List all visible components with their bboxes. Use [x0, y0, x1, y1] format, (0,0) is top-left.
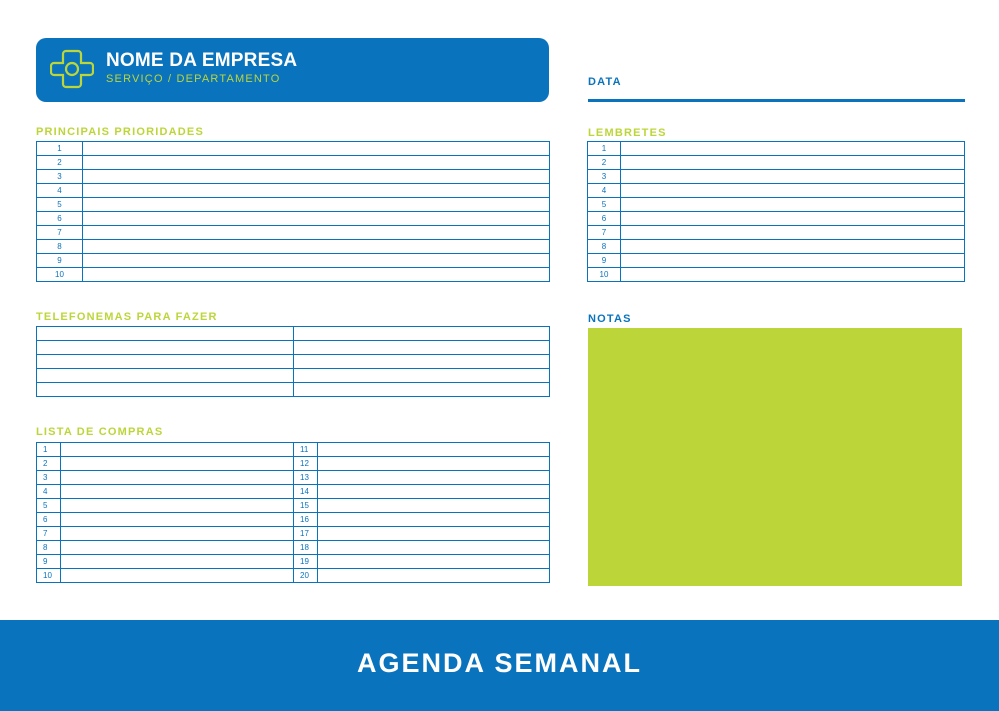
reminders-title: LEMBRETES	[588, 127, 667, 139]
table-row	[37, 226, 550, 240]
priority-entry-cell[interactable]	[83, 184, 550, 198]
table-row	[588, 170, 965, 184]
row-number: 3	[37, 471, 61, 485]
reminder-entry-cell[interactable]	[621, 212, 965, 226]
priority-entry-cell[interactable]	[83, 156, 550, 170]
table-row	[37, 327, 550, 341]
row-number: 16	[294, 513, 318, 527]
table-row	[37, 369, 550, 383]
reminder-entry-cell[interactable]	[621, 156, 965, 170]
table-row	[588, 198, 965, 212]
table-row	[37, 383, 550, 397]
priority-entry-cell[interactable]	[83, 240, 550, 254]
row-number: 2	[37, 156, 83, 170]
shopping-item-cell[interactable]	[318, 457, 550, 471]
row-number: 20	[294, 569, 318, 583]
table-row	[37, 471, 550, 485]
call-name-cell[interactable]	[37, 355, 294, 369]
shopping-item-cell[interactable]	[61, 541, 294, 555]
row-number: 4	[37, 184, 83, 198]
row-number: 10	[37, 268, 83, 282]
date-label: DATA	[588, 76, 622, 88]
row-number: 6	[588, 212, 621, 226]
call-name-cell[interactable]	[37, 327, 294, 341]
row-number: 2	[37, 457, 61, 471]
priority-entry-cell[interactable]	[83, 226, 550, 240]
table-row	[37, 212, 550, 226]
call-number-cell[interactable]	[294, 327, 550, 341]
call-name-cell[interactable]	[37, 341, 294, 355]
shopping-item-cell[interactable]	[318, 527, 550, 541]
shopping-item-cell[interactable]	[318, 471, 550, 485]
table-row	[37, 142, 550, 156]
reminder-entry-cell[interactable]	[621, 184, 965, 198]
call-name-cell[interactable]	[37, 369, 294, 383]
table-row	[37, 355, 550, 369]
shopping-item-cell[interactable]	[318, 569, 550, 583]
table-row	[37, 499, 550, 513]
company-header-card	[36, 38, 549, 102]
shopping-item-cell[interactable]	[61, 555, 294, 569]
calls-title: TELEFONEMAS PARA FAZER	[36, 311, 218, 323]
table-row	[588, 184, 965, 198]
table-row	[37, 254, 550, 268]
table-row	[37, 541, 550, 555]
table-row	[588, 226, 965, 240]
table-row	[588, 142, 965, 156]
row-number: 7	[588, 226, 621, 240]
table-row	[37, 457, 550, 471]
priority-entry-cell[interactable]	[83, 268, 550, 282]
company-name: NOME DA EMPRESA	[106, 50, 298, 71]
footer-banner	[0, 620, 999, 711]
shopping-table	[36, 442, 550, 583]
table-row	[37, 555, 550, 569]
priority-entry-cell[interactable]	[83, 170, 550, 184]
priorities-table	[36, 141, 550, 282]
reminder-entry-cell[interactable]	[621, 198, 965, 212]
row-number: 7	[37, 527, 61, 541]
table-row	[37, 198, 550, 212]
priority-entry-cell[interactable]	[83, 254, 550, 268]
call-number-cell[interactable]	[294, 355, 550, 369]
row-number: 8	[588, 240, 621, 254]
table-row	[588, 156, 965, 170]
table-row	[37, 443, 550, 457]
row-number: 1	[37, 443, 61, 457]
table-row	[37, 527, 550, 541]
row-number: 5	[37, 198, 83, 212]
shopping-item-cell[interactable]	[61, 513, 294, 527]
table-row	[37, 156, 550, 170]
table-row	[37, 240, 550, 254]
row-number: 5	[37, 499, 61, 513]
row-number: 9	[37, 555, 61, 569]
shopping-item-cell[interactable]	[318, 513, 550, 527]
shopping-item-cell[interactable]	[61, 457, 294, 471]
shopping-item-cell[interactable]	[61, 527, 294, 541]
priority-entry-cell[interactable]	[83, 212, 550, 226]
row-number: 11	[294, 443, 318, 457]
row-number: 6	[37, 513, 61, 527]
row-number: 17	[294, 527, 318, 541]
row-number: 1	[588, 142, 621, 156]
shopping-item-cell[interactable]	[318, 555, 550, 569]
row-number: 6	[37, 212, 83, 226]
table-row	[37, 485, 550, 499]
table-row	[37, 513, 550, 527]
row-number: 4	[37, 485, 61, 499]
row-number: 10	[37, 569, 61, 583]
row-number: 7	[37, 226, 83, 240]
medical-cross-icon	[50, 47, 94, 91]
shopping-item-cell[interactable]	[318, 443, 550, 457]
reminder-entry-cell[interactable]	[621, 226, 965, 240]
call-name-cell[interactable]	[37, 383, 294, 397]
table-row	[588, 268, 965, 282]
call-number-cell[interactable]	[294, 341, 550, 355]
calls-table	[36, 326, 550, 397]
row-number: 3	[588, 170, 621, 184]
priority-entry-cell[interactable]	[83, 198, 550, 212]
row-number: 9	[588, 254, 621, 268]
department-name: SERVIÇO / DEPARTAMENTO	[106, 73, 281, 85]
shopping-title: LISTA DE COMPRAS	[36, 426, 164, 438]
agenda-title: AGENDA SEMANAL	[356, 648, 642, 678]
reminders-table	[587, 141, 965, 282]
row-number: 8	[37, 541, 61, 555]
row-number: 10	[588, 268, 621, 282]
shopping-item-cell[interactable]	[61, 471, 294, 485]
row-number: 18	[294, 541, 318, 555]
reminder-entry-cell[interactable]	[621, 240, 965, 254]
row-number: 14	[294, 485, 318, 499]
notes-area[interactable]	[588, 328, 962, 586]
row-number: 15	[294, 499, 318, 513]
shopping-item-cell[interactable]	[61, 499, 294, 513]
shopping-item-cell[interactable]	[318, 541, 550, 555]
table-row	[588, 254, 965, 268]
priorities-title: PRINCIPAIS PRIORIDADES	[36, 126, 204, 138]
shopping-item-cell[interactable]	[61, 485, 294, 499]
table-row	[37, 184, 550, 198]
shopping-item-cell[interactable]	[61, 443, 294, 457]
notes-title: NOTAS	[588, 313, 632, 325]
call-number-cell[interactable]	[294, 369, 550, 383]
row-number: 2	[588, 156, 621, 170]
row-number: 8	[37, 240, 83, 254]
priority-entry-cell[interactable]	[83, 142, 550, 156]
reminder-entry-cell[interactable]	[621, 142, 965, 156]
row-number: 19	[294, 555, 318, 569]
table-row	[37, 170, 550, 184]
date-field-line[interactable]	[588, 99, 965, 102]
reminder-entry-cell[interactable]	[621, 254, 965, 268]
row-number: 13	[294, 471, 318, 485]
table-row	[588, 240, 965, 254]
row-number: 3	[37, 170, 83, 184]
shopping-item-cell[interactable]	[61, 569, 294, 583]
row-number: 4	[588, 184, 621, 198]
table-row	[37, 341, 550, 355]
call-number-cell[interactable]	[294, 383, 550, 397]
row-number: 9	[37, 254, 83, 268]
table-row	[37, 268, 550, 282]
reminder-entry-cell[interactable]	[621, 170, 965, 184]
table-row	[588, 212, 965, 226]
row-number: 5	[588, 198, 621, 212]
shopping-item-cell[interactable]	[318, 485, 550, 499]
shopping-item-cell[interactable]	[318, 499, 550, 513]
table-row	[37, 569, 550, 583]
reminder-entry-cell[interactable]	[621, 268, 965, 282]
row-number: 1	[37, 142, 83, 156]
row-number: 12	[294, 457, 318, 471]
